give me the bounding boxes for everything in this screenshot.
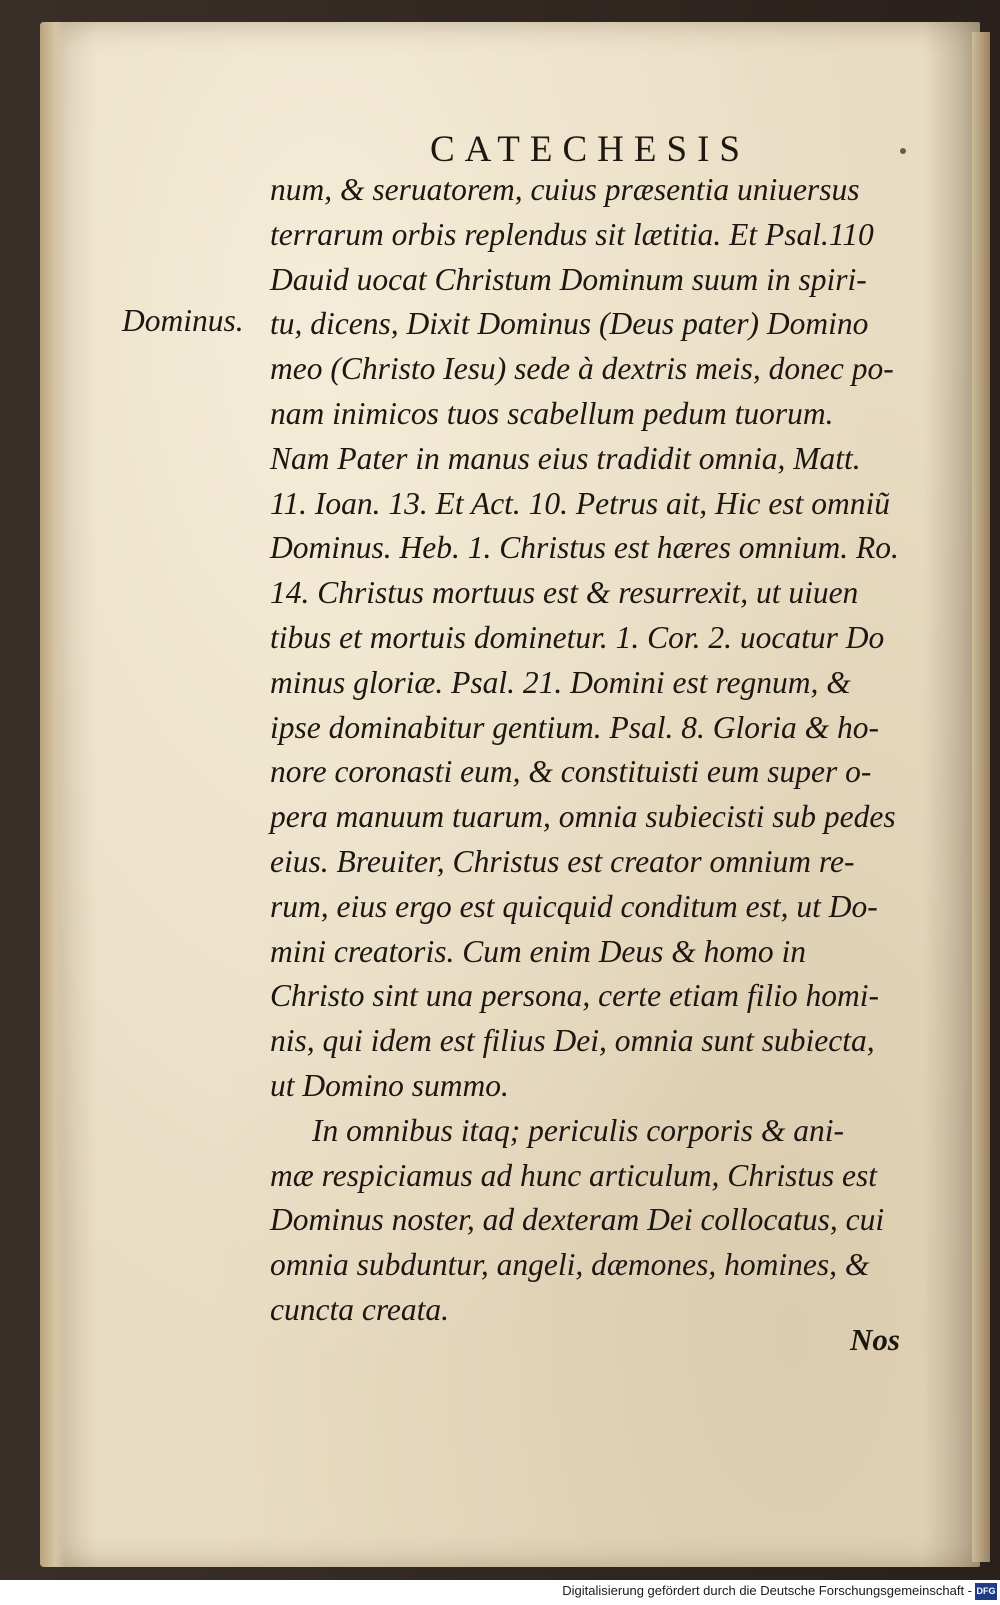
page-gutter-shadow bbox=[40, 22, 66, 1567]
text-line: tu, dicens, Dixit Dominus (Deus pater) Domino bbox=[270, 306, 869, 342]
page-fore-edge bbox=[972, 32, 990, 1562]
text-line: nam inimicos tuos scabellum pedum tuorum. bbox=[270, 395, 834, 431]
dfg-logo-icon: DFG bbox=[975, 1583, 997, 1600]
text-line: omnia subduntur, angeli, dæmones, homines, & bbox=[270, 1247, 870, 1283]
text-line: 11. Ioan. 13. Et Act. 10. Petrus ait, Hic est omniũ bbox=[270, 485, 891, 521]
text-line: Dominus noster, ad dexteram Dei collocatus, cui bbox=[270, 1202, 885, 1238]
body-text bbox=[270, 168, 935, 1333]
text-line: ut Domino summo. bbox=[270, 1067, 509, 1103]
text-line: eius. Breuiter, Christus est creator omnium re- bbox=[270, 843, 855, 879]
text-line: 14. Christus mortuus est & resurrexit, ut uiuen bbox=[270, 575, 859, 611]
text-line: tibus et mortuis dominetur. 1. Cor. 2. uocatur Do bbox=[270, 619, 885, 655]
text-line: Nam Pater in manus eius tradidit omnia, Matt. bbox=[270, 440, 861, 476]
ink-speck bbox=[900, 148, 906, 154]
marginal-note: Dominus. bbox=[122, 303, 244, 338]
text-line: Dauid uocat Christum Dominum suum in spiri- bbox=[270, 261, 867, 297]
text-line: Dominus. Heb. 1. Christus est hæres omnium. Ro. bbox=[270, 530, 899, 566]
text-line: minus gloriæ. Psal. 21. Domini est regnum, & bbox=[270, 664, 851, 700]
text-line: nis, qui idem est filius Dei, omnia sunt subiecta, bbox=[270, 1023, 875, 1059]
text-line: num, & seruatorem, cuius præsentia uniuersus bbox=[270, 172, 860, 207]
text-line: meo (Christo Iesu) sede à dextris meis, donec po- bbox=[270, 351, 894, 387]
text-line: Christo sint una persona, certe etiam filio homi- bbox=[270, 978, 879, 1014]
text-line: cuncta creata. bbox=[270, 1291, 450, 1327]
text-line: nore coronasti eum, & constituisti eum super o- bbox=[270, 754, 872, 790]
text-line: rum, eius ergo est quicquid conditum est, ut Do- bbox=[270, 888, 878, 924]
running-head: CATECHESIS bbox=[430, 129, 750, 170]
text-line: pera manuum tuarum, omnia subiecisti sub pedes bbox=[270, 799, 896, 835]
funding-credit: Digitalisierung gefördert durch die Deutsche Forschungsgemeinschaft - bbox=[562, 1583, 972, 1598]
footer-bar bbox=[0, 1580, 1000, 1605]
text-line: mini creatoris. Cum enim Deus & homo in bbox=[270, 933, 807, 969]
text-line: mæ respiciamus ad hunc articulum, Christus est bbox=[270, 1157, 877, 1193]
catchword: Nos bbox=[850, 1322, 900, 1357]
text-line: ipse dominabitur gentium. Psal. 8. Gloria & ho- bbox=[270, 709, 879, 745]
text-line: In omnibus itaq; periculis corporis & ani- bbox=[312, 1112, 844, 1148]
text-line: terrarum orbis replendus sit lætitia. Et Psal.110 bbox=[270, 216, 874, 252]
